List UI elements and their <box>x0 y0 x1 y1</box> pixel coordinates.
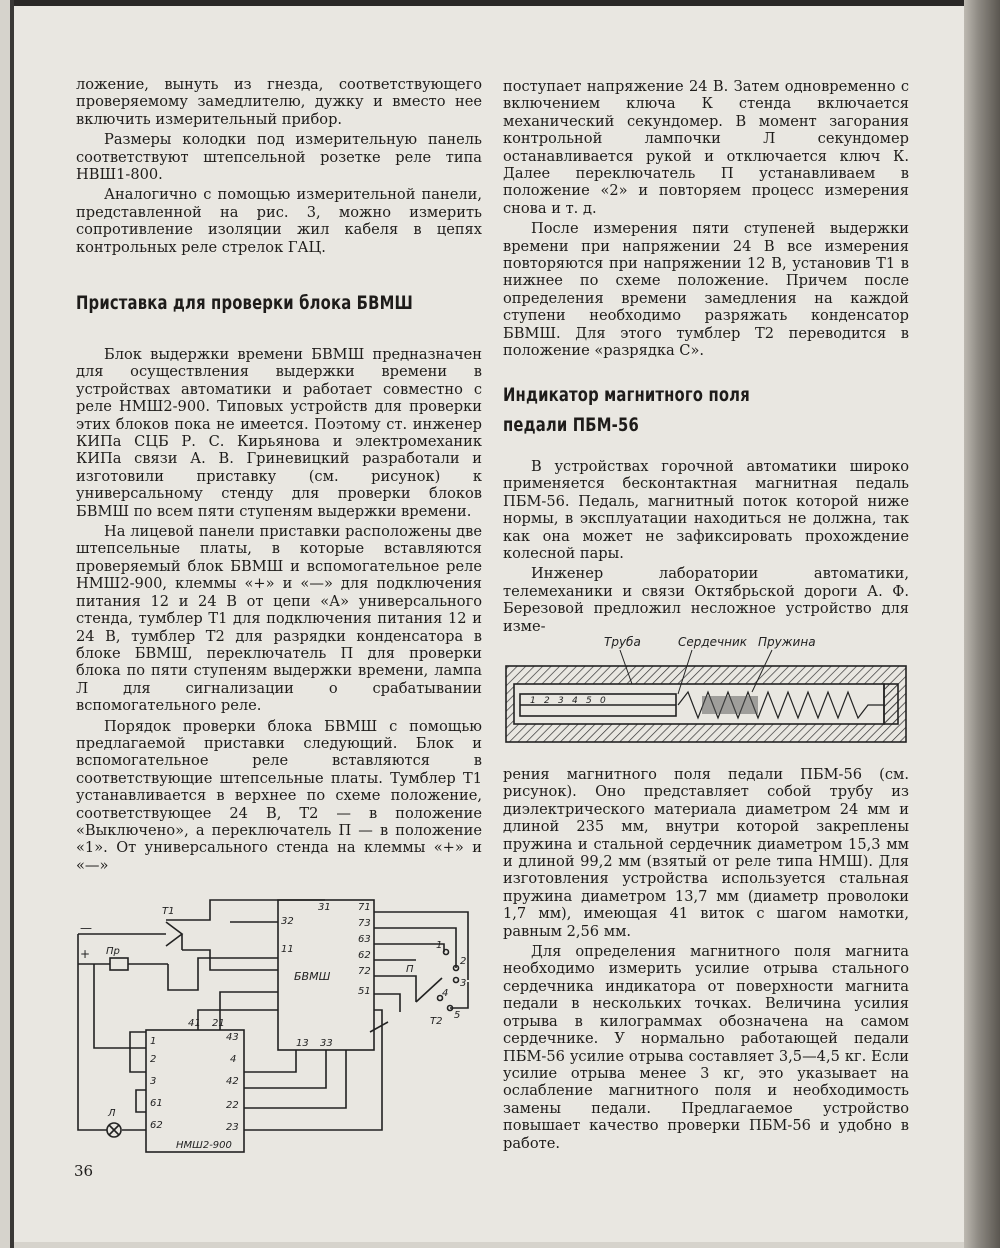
paragraph: На лицевой панели приставки расположены две штепсельные платы, в которые вставляются проверяемый блок БВМШ и вспомогательное реле НМШ2-900, клеммы «+» и «—» для подключения питания 12 и 24 В от цепи «А» универсального стенда, тумблер Т1 для подключения питания 12 и 24 В, тумблер Т2 для разрядки конденсатора в блоке БВМШ, переключатель П для проверки блока по пяти ступеням выдержки времени, лампа Л для сигнализации о срабатывании вспомогательного реле. <box>76 523 482 715</box>
pin-label: 71 <box>358 902 371 913</box>
paragraph: Блок выдержки времени БВМШ предназначен для осуществления выдержки времени в устройствах автоматики и работает совместно с реле НМШ2-900. Типовых устройств для проверки этих блоков пока не имеется. Поэтому ст. инженер КИПа СЦБ Р. С. Кирьянова и электромеханик КИПа связи А. В. Гриневицкий разработали и изготовили приставку (см. рисунок) к универсальному стенду для проверки блоков БВМШ по всем пяти ступеням выдержки времени. <box>76 346 482 520</box>
switch-pos-label: 4 <box>442 988 449 999</box>
pin-label: 11 <box>281 944 294 955</box>
switch-label: П <box>406 964 414 975</box>
pin-label: 61 <box>150 1098 163 1109</box>
t2-label: Т2 <box>430 1016 443 1027</box>
scale-mark: 3 <box>558 696 564 706</box>
pin-label: 13 <box>296 1038 309 1049</box>
scale-mark: 2 <box>544 696 550 706</box>
paragraph: ложение, вынуть из гнезда, соответствующего проверяемому замедлителю, дужку и вместо нее включить измерительный прибор. <box>76 76 482 128</box>
pin-label: 41 <box>188 1018 201 1029</box>
pin-label: 33 <box>320 1038 333 1049</box>
heading-line: Индикатор магнитного поля <box>503 384 750 406</box>
page-binding-shadow <box>964 0 1000 1248</box>
switch-pos-label: 2 <box>460 956 467 967</box>
section-heading-indicator <box>503 380 750 440</box>
fuse-label: Пр <box>106 946 120 957</box>
right-column-continued <box>503 766 909 1155</box>
pin-label: 63 <box>358 934 371 945</box>
pin-label: 3 <box>150 1076 157 1087</box>
pin-label: 1 <box>150 1036 157 1047</box>
paragraph: Аналогично с помощью измерительной панели, представленной на рис. 3, можно измерить сопротивление изоляции жил кабеля в цепях контрольных реле стрелок ГАЦ. <box>76 186 482 256</box>
pin-label: 21 <box>212 1018 225 1029</box>
right-column <box>503 78 909 363</box>
pin-label: 22 <box>226 1100 239 1111</box>
paragraph: Для определения магнитного поля магнита необходимо измерить усилие отрыва стального сердечника индикатора от поверхности магнита педали в нескольких точках. Величина усилия отрыва в килограммах обозначена на самом сердечнике. У нормально работающей педали ПБМ-56 усилие отрыва составляет 3,5—4,5 кг. Если усилие отрыва менее 3 кг, это указывает на ослабление магнитного поля и необходимость замены педали. Предлагаемое устройство повышает качество проверки ПБМ-56 и удобно в работе. <box>503 943 909 1152</box>
right-column-section <box>503 458 909 638</box>
pin-label: 62 <box>358 950 371 961</box>
paragraph: В устройствах горочной автоматики широко применяется бесконтактная магнитная педаль ПБМ-56. Педаль, магнитный поток которой ниже нормы, в эксплуатации находиться не должна, так как она может не зафиксировать прохождение колесной пары. <box>503 458 909 563</box>
section-heading-bvmsh: Приставка для проверки блока БВМШ <box>76 292 413 314</box>
paragraph: Порядок проверки блока БВМШ с помощью предлагаемой приставки следующий. Блок и вспомогательное реле вставляются в соответствующие штепсельные платы. Тумблер Т1 устанавливается в верхнее по схеме положение, соответствующее 24 В, Т2 — в положение «Выключено», а переключатель П — в положение «1». От универсального стенда на клеммы «+» и «—» <box>76 717 482 874</box>
pin-label: 73 <box>358 918 371 929</box>
lamp-label: Л <box>108 1108 116 1119</box>
paragraph: поступает напряжение 24 В. Затем одновременно с включением ключа К стенда включается механический секундомер. В момент загорания контрольной лампочки Л секундомер останавливается рукой и отключается ключ К. Далее переключатель П устанавливаем в положение «2» и повторяем процесс измерения снова и т. д. <box>503 78 909 217</box>
pin-label: 32 <box>281 916 294 927</box>
paragraph: После измерения пяти ступеней выдержки времени при напряжении 24 В все измерения повторяются при напряжении 12 В, установив Т1 в нижнее по схеме положение. Причем после определения времени замедления на каждой ступени необходимо разряжать конденсатор БВМШ. Для этого тумблер Т2 переводится в положение «разрядка С». <box>503 220 909 360</box>
pin-label: 62 <box>150 1120 163 1131</box>
bvmsh-block-label: БВМШ <box>294 970 331 983</box>
label-pipe: Труба <box>604 635 641 649</box>
t1-label: Т1 <box>162 906 175 917</box>
label-spring: Пружина <box>758 635 816 649</box>
bvmsh-circuit-diagram <box>70 872 490 1162</box>
left-column <box>76 76 482 259</box>
minus-terminal-label: — <box>80 921 92 935</box>
label-core: Сердечник <box>678 635 748 649</box>
nmsh-block-label: НМШ2-900 <box>176 1140 232 1151</box>
paragraph: рения магнитного поля педали ПБМ-56 (см. рисунок). Оно представляет собой трубу из диэлектрического материала диаметром 24 мм и длиной 235 мм, внутри которой закреплены пружина и стальной сердечник диаметром 15,3 мм и длиной 99,2 мм (взятый от реле типа НМШ). Для изготовления устройства используется стальная пружина диаметром 13,7 мм (диаметр проволоки 1,7 мм), имеющая 41 виток с шагом намотки, равным 2,56 мм. <box>503 766 909 940</box>
paragraph: Размеры колодки под измерительную панель соответствуют штепсельной розетке реле типа НВШ1-800. <box>76 131 482 184</box>
pin-label: 72 <box>358 966 371 977</box>
scale-mark: 4 <box>572 696 578 706</box>
pin-label: 51 <box>358 986 371 997</box>
pin-label: 4 <box>230 1054 237 1065</box>
scale-mark: 0 <box>600 696 606 706</box>
pin-label: 23 <box>226 1122 239 1133</box>
pin-label: 43 <box>226 1032 239 1043</box>
switch-pos-label: 5 <box>454 1010 461 1021</box>
pin-label: 42 <box>226 1076 239 1087</box>
plus-terminal-label: + <box>80 947 91 961</box>
pin-label: 31 <box>318 902 331 913</box>
switch-pos-label: 3 <box>460 978 467 989</box>
paragraph: Инженер лаборатории автоматики, телемеханики и связи Октябрьской дороги А. Ф. Березовой предложил несложное устройство для изме- <box>503 565 909 635</box>
scale-mark: 5 <box>586 696 592 706</box>
heading-line: педали ПБМ-56 <box>503 414 639 436</box>
scale-mark: 1 <box>530 696 536 706</box>
magnetic-indicator-figure <box>502 630 912 746</box>
switch-pos-label: 1 <box>436 940 443 951</box>
left-column-section <box>76 346 482 877</box>
page-number: 36 <box>74 1162 94 1180</box>
pin-label: 2 <box>150 1054 157 1065</box>
